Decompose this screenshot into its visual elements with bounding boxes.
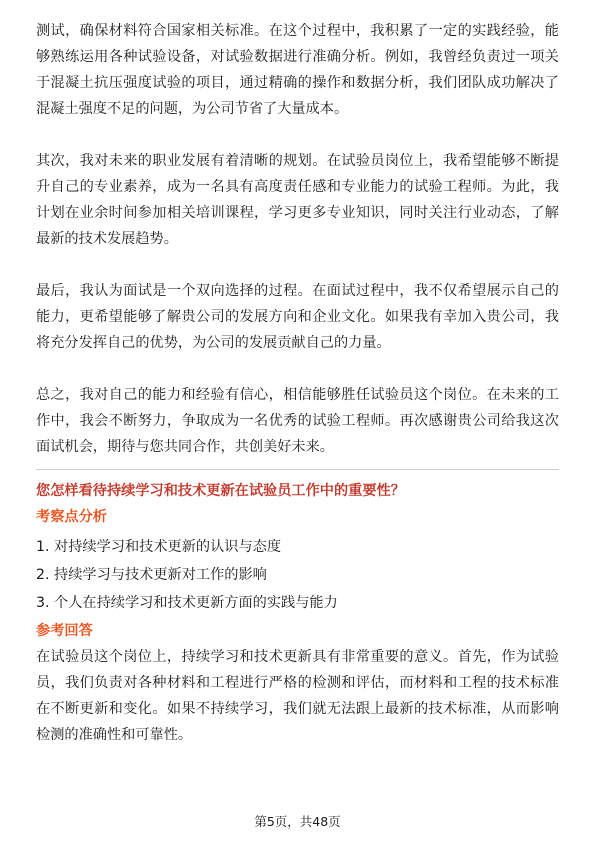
section-divider bbox=[36, 469, 559, 470]
paragraph-spacer bbox=[36, 356, 559, 382]
document-page bbox=[36, 18, 559, 748]
paragraph-spacer bbox=[36, 122, 559, 148]
answer-heading: 参考回答 bbox=[36, 623, 93, 639]
page-number: 第5页，共48页 bbox=[254, 814, 341, 829]
paragraph-intro-continued: 测试，确保材料符合国家相关标准。在这个过程中，我积累了一定的实践经验，能够熟练运用各种试验设备，对试验数据进行准确分析。例如，我曾经负责过一项关于混凝土抗压强度试验的项目，通过精确的操作和数据分析，我们团队成功解决了混凝土强度不足的问题，为公司节省了大量成本。 bbox=[36, 23, 559, 117]
paragraph-career-plan: 其次，我对未来的职业发展有着清晰的规划。在试验员岗位上，我希望能够不断提升自己的专业素养，成为一名具有高度责任感和专业能力的试验工程师。为此，我计划在业余时间参加相关培训课程，学习更多专业知识，同时关注行业动态，了解最新的技术发展趋势。 bbox=[36, 153, 559, 247]
paragraph-two-way-choice: 最后，我认为面试是一个双向选择的过程。在面试过程中，我不仅希望展示自己的能力，更希望能够了解贵公司的发展方向和企业文化。如果我有幸加入贵公司，我将充分发挥自己的优势，为公司的发展贡献自己的力量。 bbox=[36, 283, 559, 351]
paragraph-conclusion: 总之，我对自己的能力和经验有信心，相信能够胜任试验员这个岗位。在未来的工作中，我会不断努力，争取成为一名优秀的试验工程师。再次感谢贵公司给我这次面试机会，期待与您共同合作，共创美好未来。 bbox=[36, 387, 559, 455]
answer-paragraph: 在试验员这个岗位上，持续学习和技术更新具有非常重要的意义。首先，作为试验员，我们负责对各种材料和工程进行严格的检测和评估，而材料和工程的技术标准在不断更新和变化。如果不持续学习，我们就无法跟上最新的技术标准，从而影响检测的准确性和可靠性。 bbox=[36, 649, 559, 743]
list-item: 1. 对持续学习和技术更新的认识与态度 bbox=[36, 539, 282, 555]
list-item: 3. 个人在持续学习和技术更新方面的实践与能力 bbox=[36, 595, 338, 611]
analysis-list bbox=[36, 534, 559, 616]
interview-question: 您怎样看待持续学习和技术更新在试验员工作中的重要性？ bbox=[36, 483, 405, 499]
analysis-heading: 考察点分析 bbox=[36, 509, 107, 525]
list-item: 2. 持续学习与技术更新对工作的影响 bbox=[36, 567, 267, 583]
paragraph-spacer bbox=[36, 252, 559, 278]
